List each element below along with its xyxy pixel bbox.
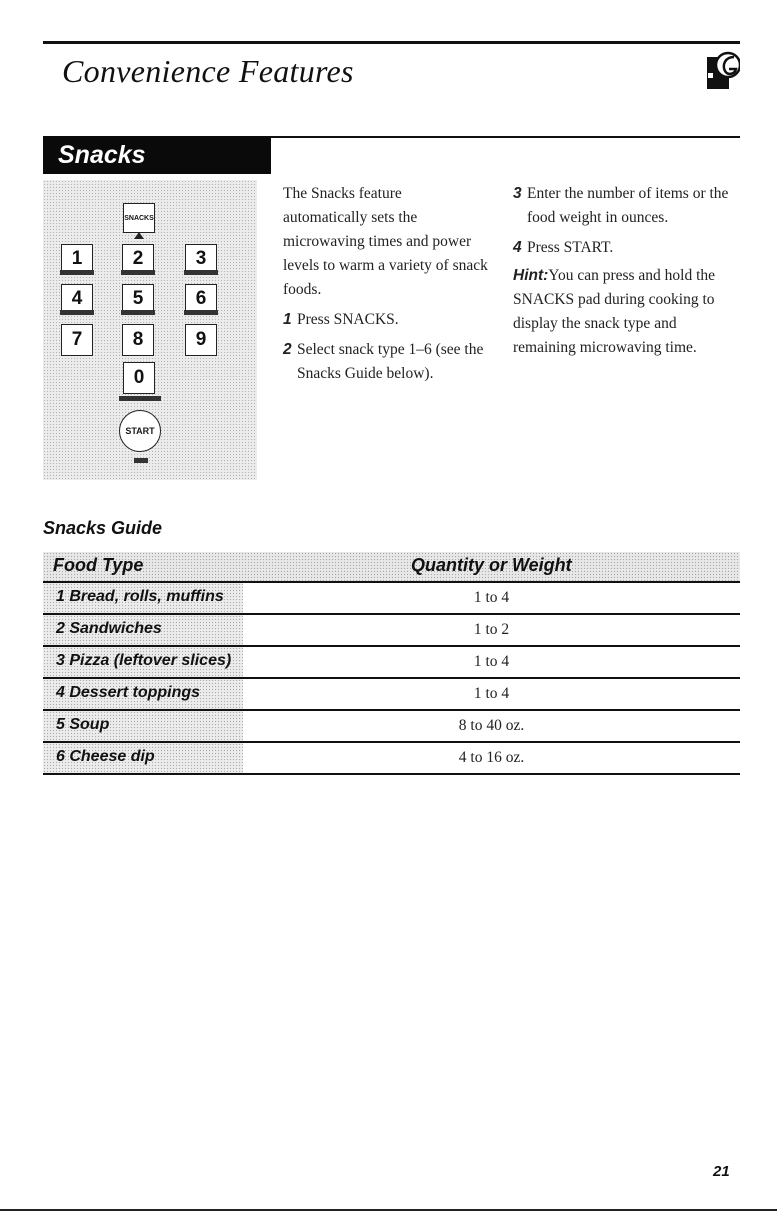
- guide-heading: Snacks Guide: [43, 518, 163, 538]
- snacks-key-pointer: [134, 232, 144, 239]
- column-header-food-type: Food Type: [53, 555, 144, 575]
- hint-text: You can press and hold the SNACKS pad during cooking to display the snack type and remaining microwaving time.: [513, 267, 716, 356]
- key-9: 9: [185, 324, 217, 356]
- section-rule: [271, 136, 740, 138]
- table-row: [43, 615, 740, 647]
- food-type-cell: [43, 711, 243, 741]
- quantity-cell: 8 to 40 oz.: [458, 717, 525, 734]
- table-row: [43, 583, 740, 615]
- food-type-cell: [43, 583, 243, 613]
- pause-label: [134, 458, 148, 463]
- express-cook-label: [60, 310, 94, 315]
- key-4: 4: [61, 284, 93, 314]
- hint-label: Hint:: [513, 267, 549, 284]
- step-2: [283, 338, 488, 386]
- intro-column: [283, 182, 488, 386]
- key-3: 3: [185, 244, 217, 274]
- bottom-rule: [0, 1209, 777, 1211]
- page-title: Convenience Features: [62, 53, 354, 89]
- table-row: [43, 647, 740, 679]
- step-text: Enter the number of items or the food weight in ounces.: [527, 185, 729, 226]
- key-6: 6: [185, 284, 217, 314]
- key-1: 1: [61, 244, 93, 274]
- key-8: 8: [122, 324, 154, 356]
- express-cook-label: [184, 270, 218, 275]
- food-type-cell: [43, 647, 243, 677]
- table-row: [43, 711, 740, 743]
- step-3: [513, 182, 735, 230]
- brand-logo-icon: [707, 45, 740, 89]
- key-2: 2: [122, 244, 154, 274]
- quantity-cell: 4 to 16 oz.: [458, 749, 525, 766]
- key-0: 0: [123, 362, 155, 394]
- food-type-cell: [43, 679, 243, 709]
- food-type-cell: [43, 615, 243, 645]
- step-text: Select snack type 1–6 (see the Snacks Guide below).: [297, 341, 484, 382]
- page-number: 21: [713, 1163, 730, 1180]
- top-rule: [43, 41, 740, 44]
- display-on-off-label: [119, 396, 161, 401]
- food-type: 5 Soup: [56, 716, 110, 733]
- quantity-cell: 1 to 2: [473, 621, 510, 638]
- table-header: [43, 552, 740, 583]
- express-cook-label: [60, 270, 94, 275]
- step-number: 2: [283, 341, 292, 358]
- food-type: 1 Bread, rolls, muffins: [56, 588, 224, 605]
- hint: [513, 264, 735, 360]
- food-type: 2 Sandwiches: [56, 620, 162, 637]
- table-row: [43, 679, 740, 711]
- start-key: START: [119, 410, 161, 452]
- table-row: [43, 743, 740, 775]
- food-type: 3 Pizza (leftover slices): [56, 652, 232, 669]
- step-number: 3: [513, 185, 522, 202]
- step-text: Press SNACKS.: [297, 311, 399, 328]
- food-type: 4 Dessert toppings: [56, 684, 201, 701]
- key-5: 5: [122, 284, 154, 314]
- intro-text: The Snacks feature automatically sets the microwaving times and power levels to warm a variety of snack foods.: [283, 185, 488, 298]
- key-7: 7: [61, 324, 93, 356]
- step-number: 4: [513, 239, 522, 256]
- quantity-cell: 1 to 4: [473, 589, 510, 606]
- snacks-guide-table: [43, 552, 740, 775]
- express-cook-label: [121, 270, 155, 275]
- quantity-cell: 1 to 4: [473, 653, 510, 670]
- quantity-cell: 1 to 4: [473, 685, 510, 702]
- express-cook-label: [184, 310, 218, 315]
- food-type-cell: [43, 743, 243, 773]
- snacks-key: SNACKS: [123, 203, 155, 233]
- steps-column: [513, 182, 735, 360]
- express-cook-label: [121, 310, 155, 315]
- column-header-quantity: Quantity or Weight: [411, 555, 572, 575]
- food-type: 6 Cheese dip: [56, 748, 155, 765]
- step-number: 1: [283, 311, 292, 328]
- step-4: [513, 236, 735, 260]
- step-1: [283, 308, 488, 332]
- section-title: Snacks: [58, 141, 146, 169]
- step-text: Press START.: [527, 239, 614, 256]
